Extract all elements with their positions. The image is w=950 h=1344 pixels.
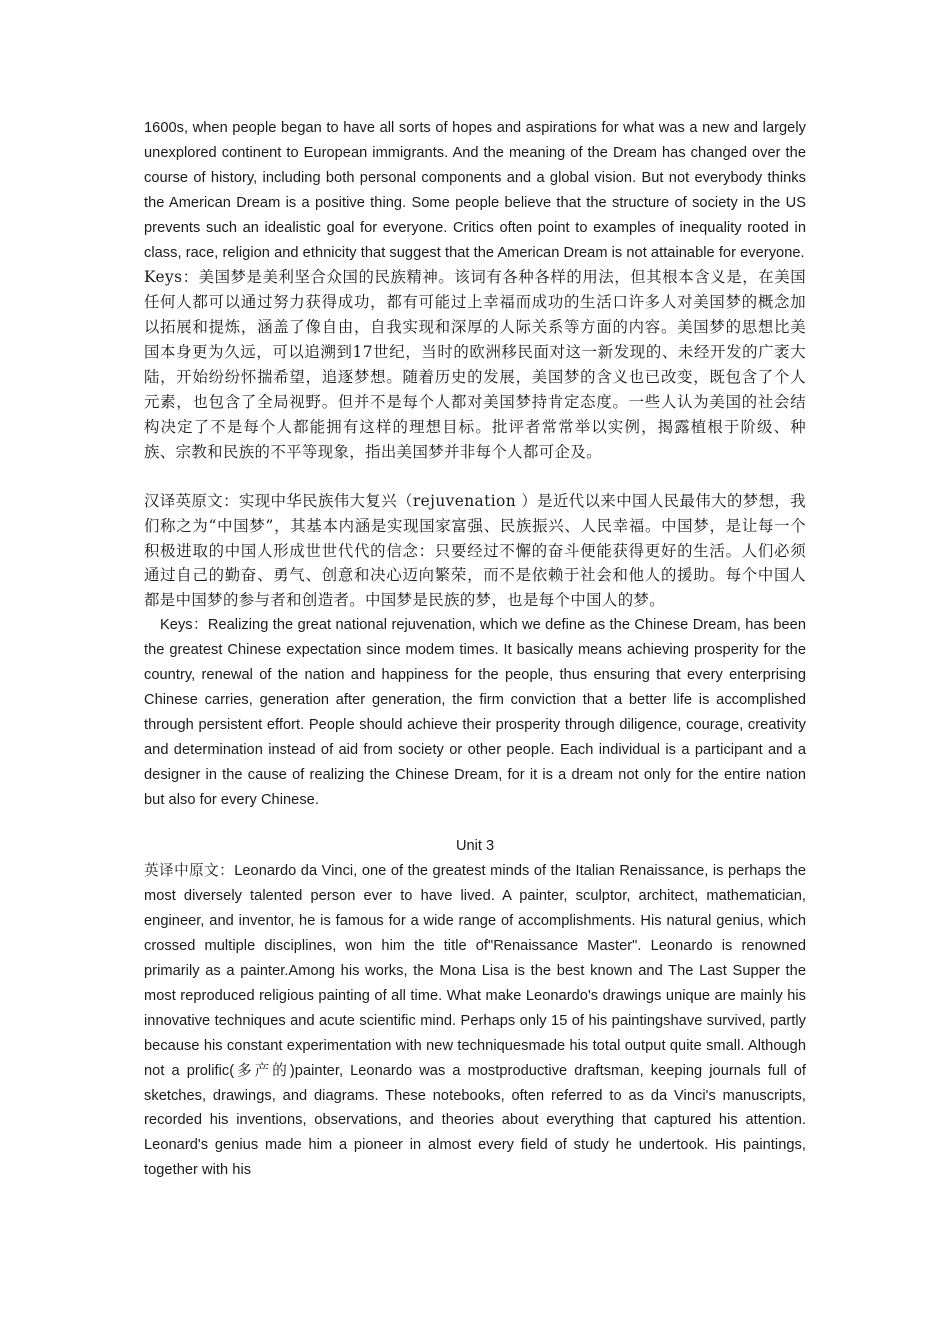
paragraph-leonardo-source: 英译中原文：Leonardo da Vinci, one of the greatest minds of the Italian Renaissance, is perhaps the most diversely talented person ever to have lived. A painter, sculptor, architect, mathematician, engineer, and inventor, he is famous for a wide range of accomplishments. His natural genius, which crossed multiple disciplines, won him the title of"Renaissance Master". Leonardo is renowned primarily as a painter.Among his works, the Mona Lisa is the best known and The Last Supper the most reproduced religious painting of all time. What make Leonardo's drawings unique are mainly his innovative techniques and acute scientific mind. Perhaps only 15 of his paintingshave survived, partly because his constant experimentation with new techniquesmade his total output quite small. Although not a prolific(多产的)painter, Leonardo was a mostproductive draftsman, keeping journals full of sketches, drawings, and diagrams. These notebooks, often referred to as da Vinci's manuscripts, recorded his inventions, observations, and theories about everything that captured his attention. Leonard's genius made him a pioneer in almost every field of study he undertook. His paintings, together with his <box>144 863 806 1179</box>
paragraph-american-dream-keys-chinese: Keys：美国梦是美利坚合众国的民族精神。该词有各种各样的用法，但其根本含义是，在美国任何人都可以通过努力获得成功，都有可能过上幸福而成功的生活口许多人对美国梦的概念加以拓展和提炼，涵盖了像自由，自我实现和深厚的人际关系等方面的内容。美国梦的思想比美国本身更为久远，可以追溯到17世纪，当时的欧洲移民面对这一新发现的、未经开发的广袤大陆，开始纷纷怀揣希望，追逐梦想。随着历史的发展，美国梦的含义也已改变，既包含了个人元素，也包含了全局视野。但并不是每个人都对美国梦持肯定态度。一些人认为美国的社会结构决定了不是每个人都能拥有这样的理想目标。批评者常常举以实例，揭露植根于阶级、种族、宗教和民族的不平等现象，指出美国梦并非每个人都可企及。 <box>144 268 806 461</box>
paragraph-american-dream-english: 1600s, when people began to have all sorts of hopes and aspirations for what was a new and largely unexplored continent to European immigrants. And the meaning of the Dream has changed over the course of history, including both personal components and a global vision. But not everybody thinks the American Dream is a positive thing. Some people believe that the structure of society in the US prevents such an idealistic goal for everyone. Critics often point to examples of inequality rooted in class, race, religion and ethnicity that suggest that the American Dream is not attainable for everyone. <box>144 120 806 261</box>
paragraph-chinese-dream-keys-english: Keys：Realizing the great national rejuvenation, which we define as the Chinese Dream, has been the greatest Chinese expectation since modem times. It basically means achieving prosperity for the country, renewal of the nation and happiness for the people, thus ensuring that every enterprising Chinese carries, generation after generation, the firm conviction that a better life is accomplished through persistent effort. People should achieve their prosperity through diligence, courage, creativity and determination instead of aid from society or other people. Each individual is a participant and a designer in the cause of realizing the Chinese Dream, for it is a dream not only for the entire nation but also for every Chinese. <box>144 617 806 808</box>
blank-line <box>144 465 806 489</box>
paragraph-chinese-dream-source: 汉译英原文：实现中华民族伟大复兴（rejuvenation ）是近代以来中国人民最伟大的梦想，我们称之为“中国梦”，其基本内涵是实现国家富强、民族振兴、人民幸福。中国梦，是让每一个积极进取的中国人形成世世代代的信念：只要经过不懈的奋斗便能获得更好的生活。人们必须通过自己的勤奋、勇气、创意和决心迈向繁荣，而不是依赖于社会和他人的援助。每个中国人都是中国梦的参与者和创造者。中国梦是民族的梦，也是每个中国人的梦。 <box>144 491 806 610</box>
blank-line <box>144 812 806 834</box>
document-page <box>144 116 806 1183</box>
unit-heading: Unit 3 <box>455 838 495 855</box>
